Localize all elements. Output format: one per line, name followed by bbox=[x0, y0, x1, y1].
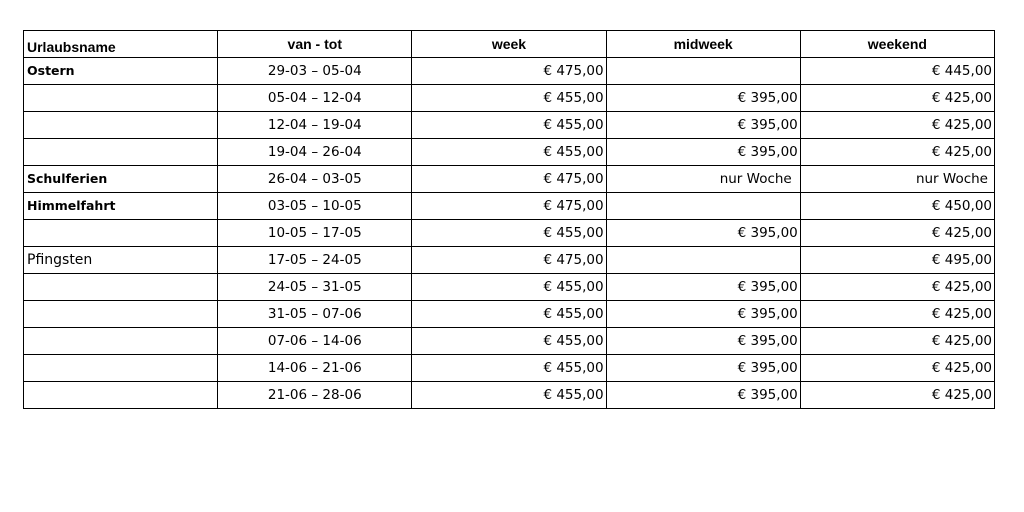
table-row bbox=[24, 220, 995, 247]
table-row bbox=[24, 139, 995, 166]
cell-midweek-price: € 395,00 bbox=[606, 328, 800, 355]
cell-urlaubsname: Ostern bbox=[24, 58, 218, 85]
table-row bbox=[24, 58, 995, 85]
cell-van-tot: 17-05 – 24-05 bbox=[218, 247, 412, 274]
cell-weekend-price: € 425,00 bbox=[800, 220, 994, 247]
cell-van-tot: 14-06 – 21-06 bbox=[218, 355, 412, 382]
cell-week-price: € 455,00 bbox=[412, 355, 606, 382]
header-midweek: midweek bbox=[606, 31, 800, 58]
cell-van-tot: 21-06 – 28-06 bbox=[218, 382, 412, 409]
cell-van-tot: 05-04 – 12-04 bbox=[218, 85, 412, 112]
table-row bbox=[24, 274, 995, 301]
cell-urlaubsname bbox=[24, 274, 218, 301]
cell-midweek-price: € 395,00 bbox=[606, 112, 800, 139]
cell-weekend-price: € 425,00 bbox=[800, 112, 994, 139]
cell-urlaubsname bbox=[24, 85, 218, 112]
cell-week-price: € 455,00 bbox=[412, 301, 606, 328]
cell-week-price: € 475,00 bbox=[412, 193, 606, 220]
cell-midweek-price: € 395,00 bbox=[606, 355, 800, 382]
cell-urlaubsname bbox=[24, 382, 218, 409]
table-row bbox=[24, 85, 995, 112]
cell-week-price: € 475,00 bbox=[412, 247, 606, 274]
cell-van-tot: 26-04 – 03-05 bbox=[218, 166, 412, 193]
cell-week-price: € 455,00 bbox=[412, 220, 606, 247]
table-body bbox=[24, 58, 995, 409]
cell-van-tot: 29-03 – 05-04 bbox=[218, 58, 412, 85]
cell-van-tot: 31-05 – 07-06 bbox=[218, 301, 412, 328]
cell-weekend-price: € 425,00 bbox=[800, 355, 994, 382]
cell-week-price: € 455,00 bbox=[412, 85, 606, 112]
cell-van-tot: 03-05 – 10-05 bbox=[218, 193, 412, 220]
cell-week-price: € 455,00 bbox=[412, 382, 606, 409]
cell-midweek-price bbox=[606, 58, 800, 85]
table-row bbox=[24, 382, 995, 409]
cell-midweek-price: € 395,00 bbox=[606, 85, 800, 112]
cell-van-tot: 24-05 – 31-05 bbox=[218, 274, 412, 301]
table-row bbox=[24, 112, 995, 139]
cell-urlaubsname bbox=[24, 328, 218, 355]
cell-weekend-price: € 425,00 bbox=[800, 274, 994, 301]
cell-van-tot: 07-06 – 14-06 bbox=[218, 328, 412, 355]
table-header bbox=[24, 31, 995, 58]
cell-urlaubsname bbox=[24, 139, 218, 166]
cell-week-price: € 455,00 bbox=[412, 139, 606, 166]
cell-midweek-price: nur Woche bbox=[606, 166, 800, 193]
cell-urlaubsname: Himmelfahrt bbox=[24, 193, 218, 220]
cell-van-tot: 12-04 – 19-04 bbox=[218, 112, 412, 139]
header-week: week bbox=[412, 31, 606, 58]
cell-weekend-price: € 445,00 bbox=[800, 58, 994, 85]
cell-midweek-price bbox=[606, 247, 800, 274]
cell-urlaubsname bbox=[24, 301, 218, 328]
cell-weekend-price: € 425,00 bbox=[800, 301, 994, 328]
header-row bbox=[24, 31, 995, 58]
cell-midweek-price: € 395,00 bbox=[606, 301, 800, 328]
cell-urlaubsname bbox=[24, 220, 218, 247]
cell-urlaubsname: Schulferien bbox=[24, 166, 218, 193]
cell-midweek-price: € 395,00 bbox=[606, 382, 800, 409]
cell-weekend-price: € 425,00 bbox=[800, 85, 994, 112]
cell-weekend-price: € 425,00 bbox=[800, 139, 994, 166]
cell-urlaubsname bbox=[24, 112, 218, 139]
cell-weekend-price: € 425,00 bbox=[800, 328, 994, 355]
table-row bbox=[24, 166, 995, 193]
table-row bbox=[24, 301, 995, 328]
cell-van-tot: 19-04 – 26-04 bbox=[218, 139, 412, 166]
table-row bbox=[24, 247, 995, 274]
price-table bbox=[23, 30, 995, 409]
cell-weekend-price: € 425,00 bbox=[800, 382, 994, 409]
header-urlaubsname: Urlaubsname bbox=[24, 31, 218, 58]
table-row bbox=[24, 355, 995, 382]
cell-urlaubsname bbox=[24, 355, 218, 382]
cell-week-price: € 455,00 bbox=[412, 328, 606, 355]
cell-midweek-price: € 395,00 bbox=[606, 220, 800, 247]
cell-week-price: € 475,00 bbox=[412, 58, 606, 85]
cell-weekend-price: nur Woche bbox=[800, 166, 994, 193]
table-row bbox=[24, 328, 995, 355]
cell-midweek-price: € 395,00 bbox=[606, 139, 800, 166]
cell-week-price: € 475,00 bbox=[412, 166, 606, 193]
header-van-tot: van - tot bbox=[218, 31, 412, 58]
table-row bbox=[24, 193, 995, 220]
cell-midweek-price: € 395,00 bbox=[606, 274, 800, 301]
cell-weekend-price: € 495,00 bbox=[800, 247, 994, 274]
header-weekend: weekend bbox=[800, 31, 994, 58]
cell-week-price: € 455,00 bbox=[412, 112, 606, 139]
cell-urlaubsname: Pfingsten bbox=[24, 247, 218, 274]
cell-week-price: € 455,00 bbox=[412, 274, 606, 301]
cell-midweek-price bbox=[606, 193, 800, 220]
cell-van-tot: 10-05 – 17-05 bbox=[218, 220, 412, 247]
cell-weekend-price: € 450,00 bbox=[800, 193, 994, 220]
